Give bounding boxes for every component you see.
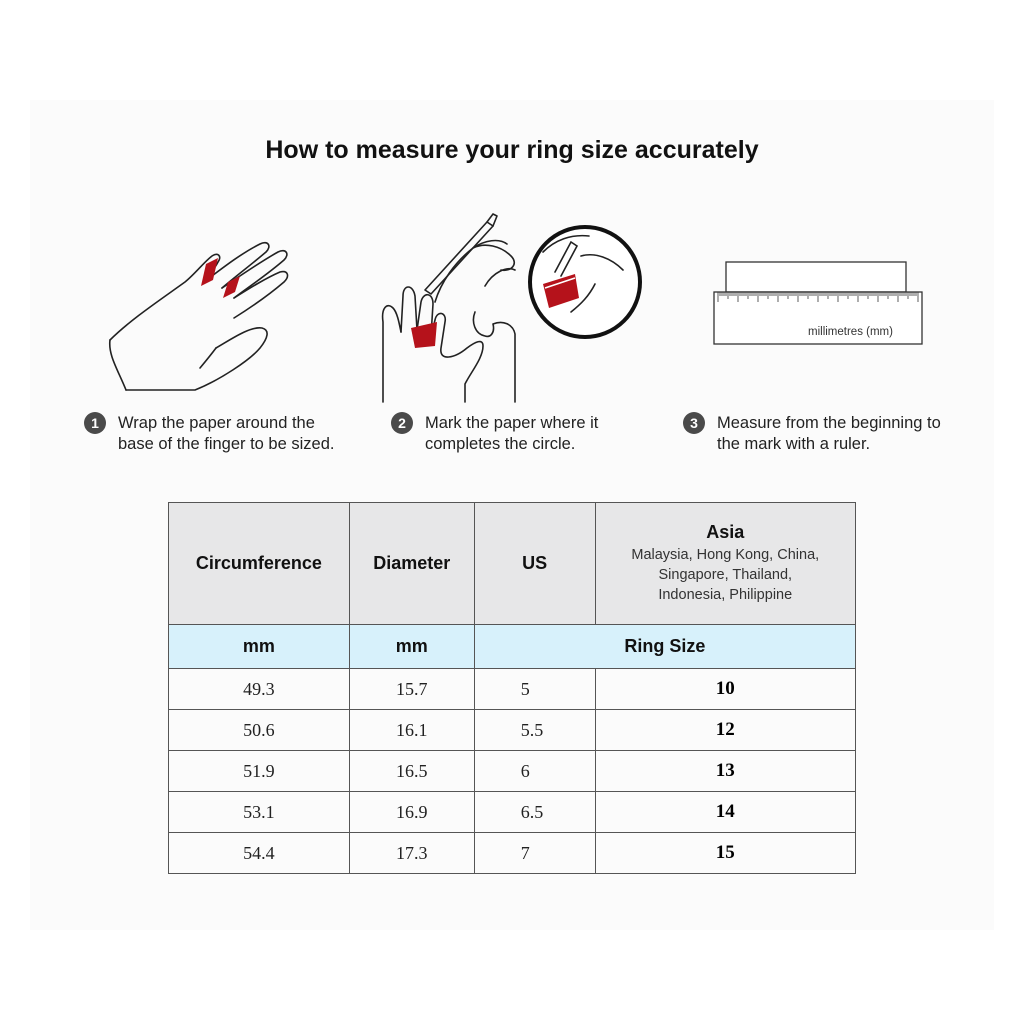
- cell-diameter: 16.1: [349, 710, 474, 751]
- header-us: US: [474, 503, 595, 625]
- step-text: Measure from the beginning to the mark with a ruler.: [717, 414, 941, 453]
- table-row: [169, 751, 856, 792]
- cell-diameter: 16.5: [349, 751, 474, 792]
- step-1: [84, 413, 334, 455]
- page-title: How to measure your ring size accurately: [265, 136, 759, 164]
- step-number-badge: 3: [683, 412, 705, 434]
- header-asia-countries: Malaysia, Hong Kong, China, Singapore, Thailand, Indonesia, Philippine: [631, 547, 820, 603]
- cell-diameter: 16.9: [349, 792, 474, 833]
- table-row: [169, 669, 856, 710]
- step-2: [391, 413, 598, 455]
- unit-ring-size: Ring Size: [474, 625, 855, 669]
- header-diameter: Diameter: [349, 503, 474, 625]
- header-asia-title: Asia: [706, 522, 745, 542]
- header-circumference: Circumference: [169, 503, 350, 625]
- cell-diameter: 15.7: [349, 669, 474, 710]
- step-number-badge: 1: [84, 412, 106, 434]
- cell-asia: 13: [595, 751, 855, 792]
- cell-asia: 10: [595, 669, 855, 710]
- cell-circumference: 51.9: [169, 751, 350, 792]
- ring-size-table: [168, 502, 856, 874]
- cell-us: 6: [474, 751, 595, 792]
- table-row: [169, 710, 856, 751]
- ruler-unit-label: millimetres (mm): [808, 326, 893, 338]
- cell-asia: 15: [595, 833, 855, 874]
- table-units-row: [169, 625, 856, 669]
- unit-diameter: mm: [349, 625, 474, 669]
- hand-wrap-illustration: [100, 230, 310, 400]
- cell-asia: 12: [595, 710, 855, 751]
- step-3: [683, 413, 941, 455]
- cell-circumference: 50.6: [169, 710, 350, 751]
- paper-strip-marked: [411, 322, 437, 348]
- cell-circumference: 54.4: [169, 833, 350, 874]
- cell-diameter: 17.3: [349, 833, 474, 874]
- header-asia: [595, 503, 855, 625]
- hand-mark-illustration: [375, 212, 645, 407]
- magnifier-circle: [530, 227, 640, 337]
- table-header-row: [169, 503, 856, 625]
- cell-circumference: 49.3: [169, 669, 350, 710]
- step-text: Mark the paper where it completes the circle.: [425, 414, 599, 453]
- cell-circumference: 53.1: [169, 792, 350, 833]
- table-body: [169, 669, 856, 874]
- cell-asia: 14: [595, 792, 855, 833]
- cell-us: 5.5: [474, 710, 595, 751]
- step-number-badge: 2: [391, 412, 413, 434]
- cell-us: 7: [474, 833, 595, 874]
- cell-us: 6.5: [474, 792, 595, 833]
- table-row: [169, 792, 856, 833]
- table-row: [169, 833, 856, 874]
- step-text: Wrap the paper around the base of the finger to be sized.: [118, 414, 335, 453]
- paper-strip-1: [201, 258, 218, 286]
- unit-circumference: mm: [169, 625, 350, 669]
- cell-us: 5: [474, 669, 595, 710]
